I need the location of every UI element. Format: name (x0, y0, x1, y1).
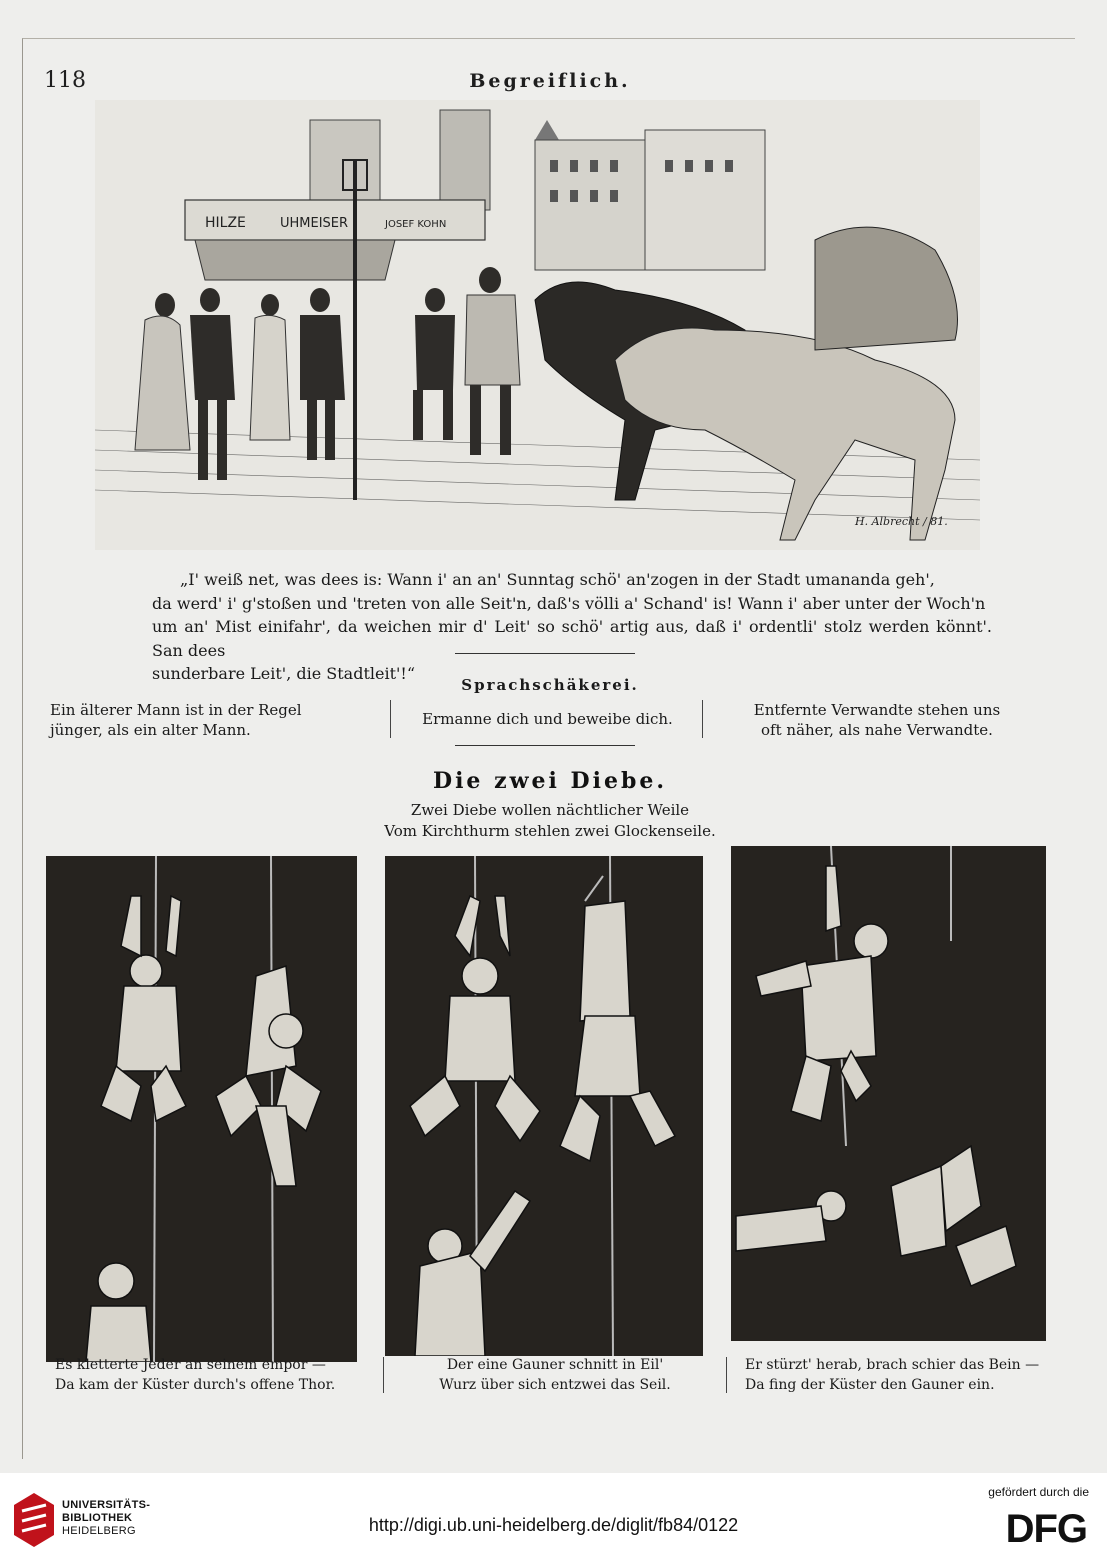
shop-sign-2: UHMEISER (280, 216, 349, 231)
aphorism-1 (50, 700, 380, 740)
caption-line: Er stürzt' herab, brach schier das Bein — (745, 1357, 1040, 1373)
aphorism-3-line-1: Entfernte Verwandte stehen uns (753, 701, 1001, 719)
divider-rule (455, 745, 635, 746)
library-footer (0, 1473, 1107, 1565)
aphorism-2-line-1: Ermanne dich und beweibe dich. (422, 710, 673, 728)
poem-intro (360, 800, 740, 842)
page-number: 118 (44, 68, 86, 93)
funded-by-label: gefördert durch die (988, 1485, 1089, 1499)
dialect-quote (152, 568, 992, 686)
quote-line: da werd' i' g'stoßen und 'treten von alle Seit'n, daß's völli a' Schand' is! Wann i' aber unter der Woch'n (152, 593, 986, 613)
divider-rule (455, 653, 635, 654)
column-divider (702, 700, 703, 738)
aphorism-1-line-2: jünger, als ein alter Mann. (50, 721, 251, 739)
panel-2-caption (400, 1355, 710, 1395)
comic-panel-1 (46, 856, 357, 1362)
quote-line: „I' weiß net, was dees is: Wann i' an an' Sunntag schö' an'zogen in der Stadt umananda geh', (180, 570, 935, 589)
aphorism-3 (712, 700, 1042, 740)
artist-signature: H. Albrecht / 81. (855, 515, 948, 528)
aphorism-1-line-1: Ein älterer Mann ist in der Regel (50, 701, 302, 719)
aphorism-2 (400, 709, 695, 729)
institution-line: BIBLIOTHEK (62, 1512, 133, 1524)
digital-object-url[interactable]: http://digi.ub.uni-heidelberg.de/diglit/fb84/0122 (368, 1515, 739, 1535)
poem-line: Zwei Diebe wollen nächtlicher Weile (410, 801, 690, 819)
street-scene-illustration (95, 100, 980, 550)
caption-line: Es kletterte Jeder an seinem empor — (55, 1357, 326, 1373)
poem-title: Die zwei Diebe. (432, 768, 667, 794)
aphorism-3-line-2: oft näher, als nahe Verwandte. (761, 721, 993, 739)
poem-line: Vom Kirchthurm stehlen zwei Glockenseile. (384, 822, 716, 840)
column-divider (390, 700, 391, 738)
institution-line: UNIVERSITÄTS- (62, 1499, 151, 1511)
caption-divider (383, 1357, 384, 1393)
comic-panel-3 (731, 846, 1046, 1341)
quote-line: sunderbare Leit', die Stadtleit'!“ (152, 664, 416, 683)
caption-divider (726, 1357, 727, 1393)
institution-line: HEIDELBERG (62, 1525, 136, 1537)
caption-line: Wurz über sich entzwei das Seil. (439, 1377, 671, 1393)
caption-line: Da fing der Küster den Gauner ein. (745, 1377, 995, 1393)
caption-line: Da kam der Küster durch's offene Thor. (55, 1377, 336, 1393)
shop-sign-1: HILZE (205, 215, 246, 231)
panel-1-caption (55, 1355, 375, 1395)
comic-panel-2 (385, 856, 703, 1356)
section-title: Sprachschäkerei. (461, 676, 639, 694)
quote-line: um an' Mist einifahr', da weichen mir d' Leit' so schö' artig aus, daß i' ordentli' stolz werden könnt'. San dees (152, 617, 992, 660)
dfg-logo: DFG (1005, 1507, 1087, 1551)
panel-3-caption (745, 1355, 1055, 1395)
caption-line: Der eine Gauner schnitt in Eil' (446, 1357, 664, 1373)
shop-sign-3: JOSEF KOHN (385, 219, 447, 230)
page-title: Begreiflich. (469, 70, 631, 92)
